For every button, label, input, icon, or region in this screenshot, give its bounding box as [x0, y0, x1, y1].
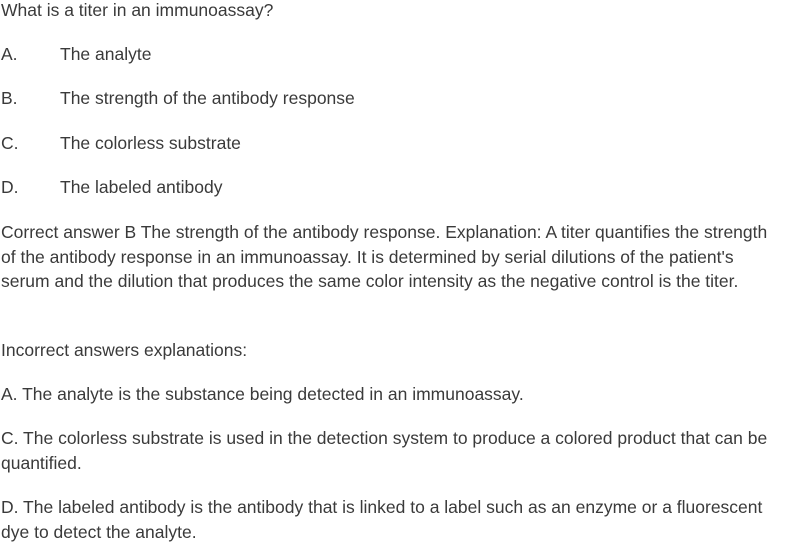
incorrect-explanation-a: A. The analyte is the substance being detected in an immunoassay.	[1, 384, 524, 404]
incorrect-explanation-c: C. The colorless substrate is used in the detection system to produce a colored product that can be quantified.	[1, 428, 768, 473]
incorrect-heading: Incorrect answers explanations:	[1, 340, 248, 360]
question-text: What is a titer in an immunoassay?	[1, 0, 274, 20]
option-text: The colorless substrate	[60, 133, 241, 153]
option-text: The analyte	[60, 44, 152, 64]
option-text: The labeled antibody	[60, 177, 223, 197]
option-text: The strength of the antibody response	[60, 88, 355, 108]
correct-answer-explanation: Correct answer B The strength of the antibody response. Explanation: A titer quantifies the strength of the antibody response in an immunoassay. It is determined by serial dilutions of the patient's serum and the dilution that produces the same color intensity as the negative control is the titer.	[1, 222, 768, 291]
option-a	[1, 42, 151, 67]
option-b	[1, 86, 355, 111]
option-letter: B.	[1, 88, 18, 108]
incorrect-explanation-d: D. The labeled antibody is the antibody that is linked to a label such as an enzyme or a fluorescent dye to detect the analyte.	[1, 497, 763, 542]
option-letter: D.	[1, 177, 19, 197]
option-letter: A.	[1, 44, 18, 64]
option-letter: C.	[1, 133, 19, 153]
option-c	[1, 131, 241, 156]
option-d	[1, 175, 222, 200]
